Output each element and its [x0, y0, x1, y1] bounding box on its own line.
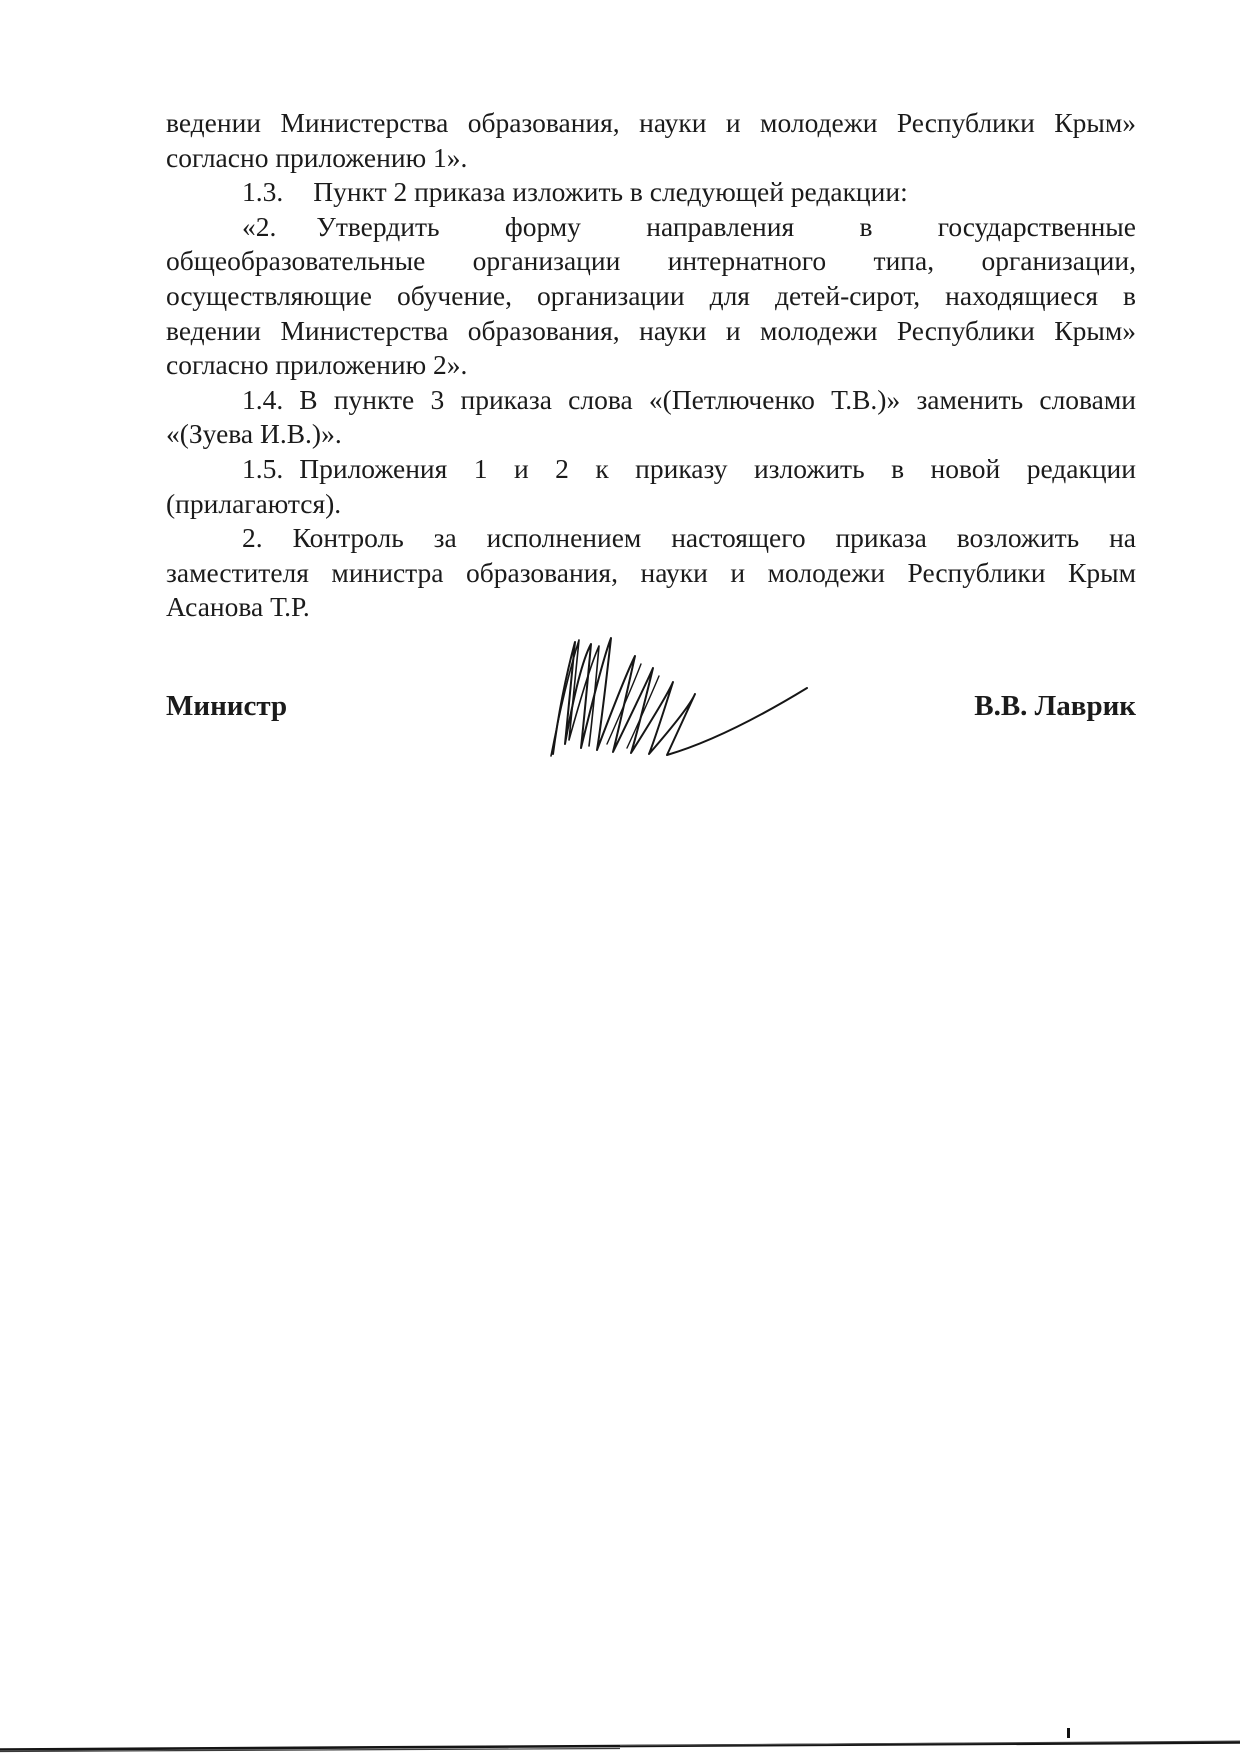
tab-gap: [283, 199, 313, 201]
line-text: Приложения 1 и 2 к приказу изложить в новой редакции: [299, 452, 1136, 484]
signoff-row: [166, 690, 1136, 722]
signer-role-label: Министр: [166, 690, 288, 722]
text-line: [242, 210, 1136, 245]
text-line: согласно приложению 1».: [166, 141, 468, 173]
text-line: осуществляющие обучение, организации для детей-сирот, находящиеся в: [166, 279, 1136, 311]
text-line: [242, 175, 1136, 210]
list-number: 1.3.: [242, 176, 284, 208]
line-text: Пункт 2 приказа изложить в следующей редакции:: [313, 176, 908, 208]
text-line: ведении Министерства образования, науки и молодежи Республики Крым»: [166, 107, 1136, 138]
tab-gap: [276, 234, 316, 236]
tab-gap: [263, 545, 293, 547]
list-number: 2.: [242, 522, 263, 554]
text-line: согласно приложению 2».: [166, 349, 468, 381]
document-body: [166, 106, 1136, 625]
signer-name-label: В.В. Лаврик: [974, 690, 1136, 722]
text-line: «(Зуева И.В.)».: [166, 418, 342, 450]
scan-tick-artifact: [1067, 1728, 1070, 1738]
list-number: «2.: [242, 210, 277, 242]
text-line: [242, 383, 1136, 418]
tab-gap: [283, 476, 299, 478]
line-text: В пункте 3 приказа слова «(Петлюченко Т.В.)» заменить словами: [299, 383, 1136, 415]
list-number: 1.4.: [242, 383, 284, 415]
text-line: [242, 452, 1136, 487]
text-line: Асанова Т.Р.: [166, 591, 310, 623]
list-number: 1.5.: [242, 452, 284, 484]
text-line: [242, 521, 1136, 556]
tab-gap: [283, 407, 299, 409]
text-line: общеобразовательные организации интернатного типа, организации,: [166, 245, 1136, 277]
text-line: ведении Министерства образования, науки и молодежи Республики Крым»: [166, 314, 1136, 346]
scan-edge-artifact: [0, 1736, 1240, 1754]
line-text: Утвердить форму направления в государственные: [316, 210, 1136, 242]
line-text: Контроль за исполнением настоящего приказа возложить на: [292, 522, 1136, 554]
text-line: (прилагаются).: [166, 487, 342, 519]
text-line: заместителя министра образования, науки и молодежи Республики Крым: [166, 556, 1136, 588]
